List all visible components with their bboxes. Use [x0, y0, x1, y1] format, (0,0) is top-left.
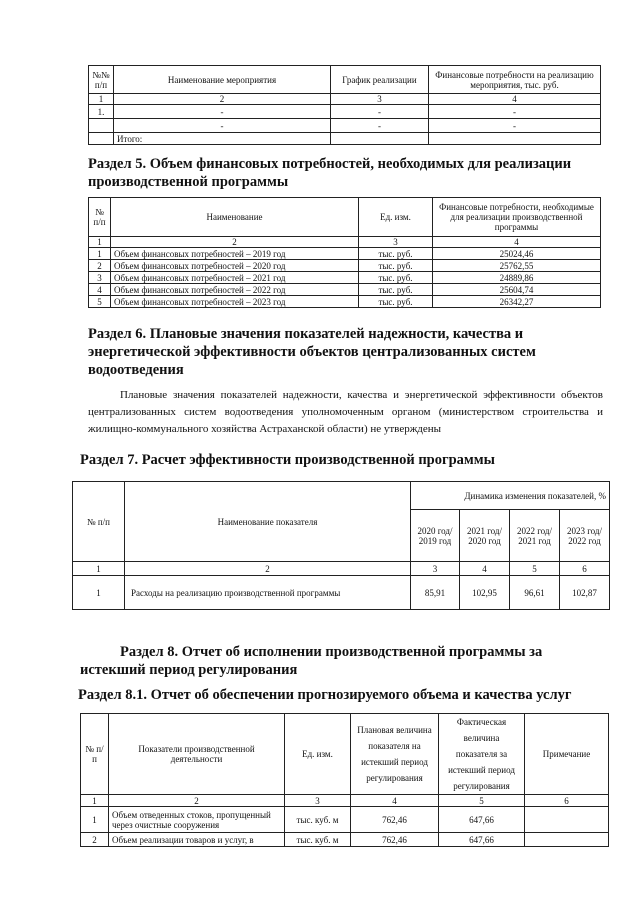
col-header-dynamics: Динамика изменения показателей, %: [411, 482, 610, 510]
cell: тыс. руб.: [359, 296, 433, 308]
cell: 25762,55: [433, 260, 601, 272]
cell: тыс. руб.: [359, 272, 433, 284]
table-row: [81, 807, 609, 833]
cell: -: [331, 119, 429, 133]
col-header-year: 2020 год/ 2019 год: [411, 510, 460, 562]
section-6-text: Плановые значения показателей надежности, качества и энергетической эффективности объектов централизованных систем водоотведения уполномоченным органом (министерством строительства и жилищно-коммунального хозяйства Астраханской области) не утверждены: [88, 389, 603, 435]
col-header-name: Наименование мероприятия: [114, 66, 331, 94]
services-report-table: [80, 713, 609, 847]
cell: -: [114, 105, 331, 119]
col-header-note: Примечание: [525, 714, 609, 795]
section-6-title: Раздел 6. Плановые значения показателей надежности, качества и энергетической эффективности объектов централизованных систем водоотведения: [88, 326, 536, 378]
cell: тыс. руб.: [359, 284, 433, 296]
cell: Объем финансовых потребностей – 2023 год: [111, 296, 359, 308]
cell: 102,95: [460, 576, 510, 610]
col-header-num: № п/п: [73, 482, 125, 562]
col-number: 4: [460, 562, 510, 576]
table-row: [89, 284, 601, 296]
activities-table: [88, 65, 601, 145]
financial-needs-table: [88, 197, 601, 308]
col-header-schedule: График реализации: [331, 66, 429, 94]
cell: 85,91: [411, 576, 460, 610]
col-header-amount: Финансовые потребности, необходимые для реализации производственной программы: [433, 198, 601, 237]
col-header-financing: Финансовые потребности на реализацию мероприятия, тыс. руб.: [429, 66, 601, 94]
table-row: [73, 576, 610, 610]
col-number: 3: [411, 562, 460, 576]
cell: 102,87: [560, 576, 610, 610]
col-number: 6: [525, 795, 609, 807]
section-8-1-title: Раздел 8.1. Отчет об обеспечении прогнозируемого объема и качества услуг: [78, 687, 572, 703]
cell: 647,66: [439, 833, 525, 847]
cell: [525, 807, 609, 833]
col-header-num: №№ п/п: [89, 66, 114, 94]
col-number: 1: [81, 795, 109, 807]
cell: 26342,27: [433, 296, 601, 308]
col-header-year: 2021 год/ 2020 год: [460, 510, 510, 562]
table-row: [89, 272, 601, 284]
cell: 25604,74: [433, 284, 601, 296]
table-row: [89, 119, 601, 133]
cell: 3: [89, 272, 111, 284]
efficiency-table: [72, 481, 610, 610]
col-number: 3: [285, 795, 351, 807]
cell: тыс. руб.: [359, 248, 433, 260]
cell: 1.: [89, 105, 114, 119]
col-header-indicator: Показатели производственной деятельности: [109, 714, 285, 795]
cell: тыс. куб. м: [285, 833, 351, 847]
cell: 2: [81, 833, 109, 847]
col-number: 2: [109, 795, 285, 807]
col-number: 5: [439, 795, 525, 807]
cell: тыс. куб. м: [285, 807, 351, 833]
col-number: 2: [111, 237, 359, 248]
cell: тыс. руб.: [359, 260, 433, 272]
cell: 24889,86: [433, 272, 601, 284]
cell: [331, 133, 429, 145]
cell: -: [429, 105, 601, 119]
cell: Объем финансовых потребностей – 2021 год: [111, 272, 359, 284]
cell: Расходы на реализацию производственной программы: [125, 576, 411, 610]
col-header-unit: Ед. изм.: [285, 714, 351, 795]
col-header-year: 2023 год/ 2022 год: [560, 510, 610, 562]
cell: [429, 133, 601, 145]
cell: 5: [89, 296, 111, 308]
cell: Объем финансовых потребностей – 2019 год: [111, 248, 359, 260]
col-number: 3: [331, 94, 429, 105]
col-number: 6: [560, 562, 610, 576]
cell: 4: [89, 284, 111, 296]
col-number: 4: [429, 94, 601, 105]
cell: -: [114, 119, 331, 133]
cell: 1: [89, 248, 111, 260]
col-number: 4: [351, 795, 439, 807]
cell: 96,61: [510, 576, 560, 610]
cell: 2: [89, 260, 111, 272]
col-number: 5: [510, 562, 560, 576]
cell: Объем реализации товаров и услуг, в: [109, 833, 285, 847]
cell: -: [429, 119, 601, 133]
table-row: [89, 296, 601, 308]
cell: [89, 133, 114, 145]
col-header-unit: Ед. изм.: [359, 198, 433, 237]
cell: Объем финансовых потребностей – 2020 год: [111, 260, 359, 272]
col-number: 4: [433, 237, 601, 248]
col-header-name: Наименование показателя: [125, 482, 411, 562]
col-header-num: № п/п: [89, 198, 111, 237]
cell: 647,66: [439, 807, 525, 833]
cell: Объем финансовых потребностей – 2022 год: [111, 284, 359, 296]
cell: [89, 119, 114, 133]
cell: 762,46: [351, 807, 439, 833]
col-header-name: Наименование: [111, 198, 359, 237]
col-number: 1: [89, 94, 114, 105]
col-header-year: 2022 год/ 2021 год: [510, 510, 560, 562]
col-header-num: № п/п: [81, 714, 109, 795]
cell: [525, 833, 609, 847]
table-row: [89, 260, 601, 272]
total-label: Итого:: [114, 133, 331, 145]
total-row: [89, 133, 601, 145]
cell: 1: [73, 576, 125, 610]
section-7-title: Раздел 7. Расчет эффективности производственной программы: [80, 452, 495, 468]
cell: 1: [81, 807, 109, 833]
cell: 762,46: [351, 833, 439, 847]
cell: -: [331, 105, 429, 119]
table-row: [89, 248, 601, 260]
col-header-actual: Фактическая величина показателя за истекший период регулирования: [439, 714, 525, 795]
col-number: 1: [89, 237, 111, 248]
section-5-title: Раздел 5. Объем финансовых потребностей, необходимых для реализации производственной программы: [88, 156, 572, 190]
cell: 25024,46: [433, 248, 601, 260]
col-number: 1: [73, 562, 125, 576]
col-number: 2: [114, 94, 331, 105]
cell: Объем отведенных стоков, пропущенный через очистные сооружения: [109, 807, 285, 833]
col-header-planned: Плановая величина показателя на истекший период регулирования: [351, 714, 439, 795]
col-number: 2: [125, 562, 411, 576]
table-row: [81, 833, 609, 847]
col-number: 3: [359, 237, 433, 248]
table-row: [89, 105, 601, 119]
section-8-title: Раздел 8. Отчет об исполнении производственной программы за истекший период регулирования: [80, 644, 543, 678]
